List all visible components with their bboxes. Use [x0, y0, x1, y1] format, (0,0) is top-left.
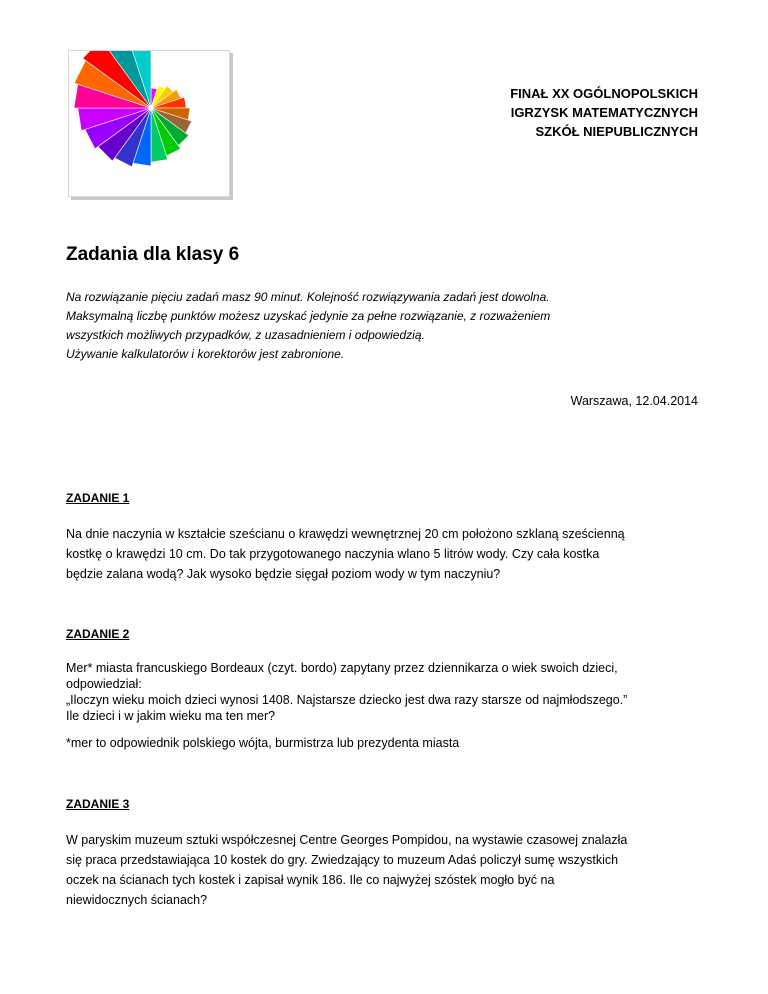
task-line: oczek na ścianach tych kostek i zapisał wynik 186. Ile co najwyżej szóstek mogło być na [66, 873, 555, 887]
task-line: niewidocznych ścianach? [66, 893, 208, 907]
instruction-line: Maksymalną liczbę punktów możesz uzyskać jedynie za pełne rozwiązanie, z rozważeniem [66, 309, 551, 323]
place-date: Warszawa, 12.04.2014 [570, 394, 698, 408]
task-line: odpowiedział: [66, 677, 142, 691]
instruction-line: Używanie kalkulatorów i korektorów jest zabronione. [66, 347, 345, 361]
instruction-line: Na rozwiązanie pięciu zadań masz 90 minut. Kolejność rozwiązywania zadań jest dowolna. [66, 290, 550, 304]
task-text [66, 830, 716, 910]
contest-title-line: SZKÓŁ NIEPUBLICZNYCH [535, 124, 698, 139]
contest-title-line: FINAŁ XX OGÓLNOPOLSKICH [510, 86, 698, 101]
instructions [66, 288, 706, 364]
task-line: „Iloczyn wieku moich dzieci wynosi 1408. Najstarsze dziecko jest dwa razy starsze od najmłodszego.” [66, 693, 628, 707]
task-text [66, 660, 716, 724]
task-line: Mer* miasta francuskiego Bordeaux (czyt. bordo) zapytany przez dziennikarza o wiek swoich dzieci, [66, 661, 618, 675]
instruction-line: wszystkich możliwych przypadków, z uzasadnieniem i odpowiedzią. [66, 328, 425, 342]
logo-box [68, 50, 230, 197]
task-line: będzie zalana wodą? Jak wysoko będzie sięgał poziom wody w tym naczyniu? [66, 567, 501, 581]
colorful-spiral-logo [69, 51, 229, 196]
task-footnote: *mer to odpowiednik polskiego wójta, burmistrza lub prezydenta miasta [66, 736, 460, 750]
contest-title [510, 84, 698, 141]
task-heading: ZADANIE 1 [66, 491, 130, 505]
task-line: W paryskim muzeum sztuki współczesnej Centre Georges Pompidou, na wystawie czasowej znalazła [66, 833, 628, 847]
task-2 [66, 624, 716, 753]
task-3 [66, 794, 716, 910]
task-heading: ZADANIE 2 [66, 627, 130, 641]
task-text [66, 524, 716, 584]
grade-title: Zadania dla klasy 6 [66, 244, 240, 265]
task-heading: ZADANIE 3 [66, 797, 130, 811]
task-line: Na dnie naczynia w kształcie sześcianu o krawędzi wewnętrznej 20 cm położono szklaną sześcienną [66, 527, 625, 541]
task-line: kostkę o krawędzi 10 cm. Do tak przygotowanego naczynia wlano 5 litrów wody. Czy cała kostka [66, 547, 600, 561]
task-line: się praca przedstawiająca 10 kostek do gry. Zwiedzający to muzeum Adaś policzył sumę wszystkich [66, 853, 619, 867]
task-1 [66, 488, 716, 584]
task-line: Ile dzieci i w jakim wieku ma ten mer? [66, 709, 276, 723]
contest-title-line: IGRZYSK MATEMATYCZNYCH [510, 105, 698, 120]
